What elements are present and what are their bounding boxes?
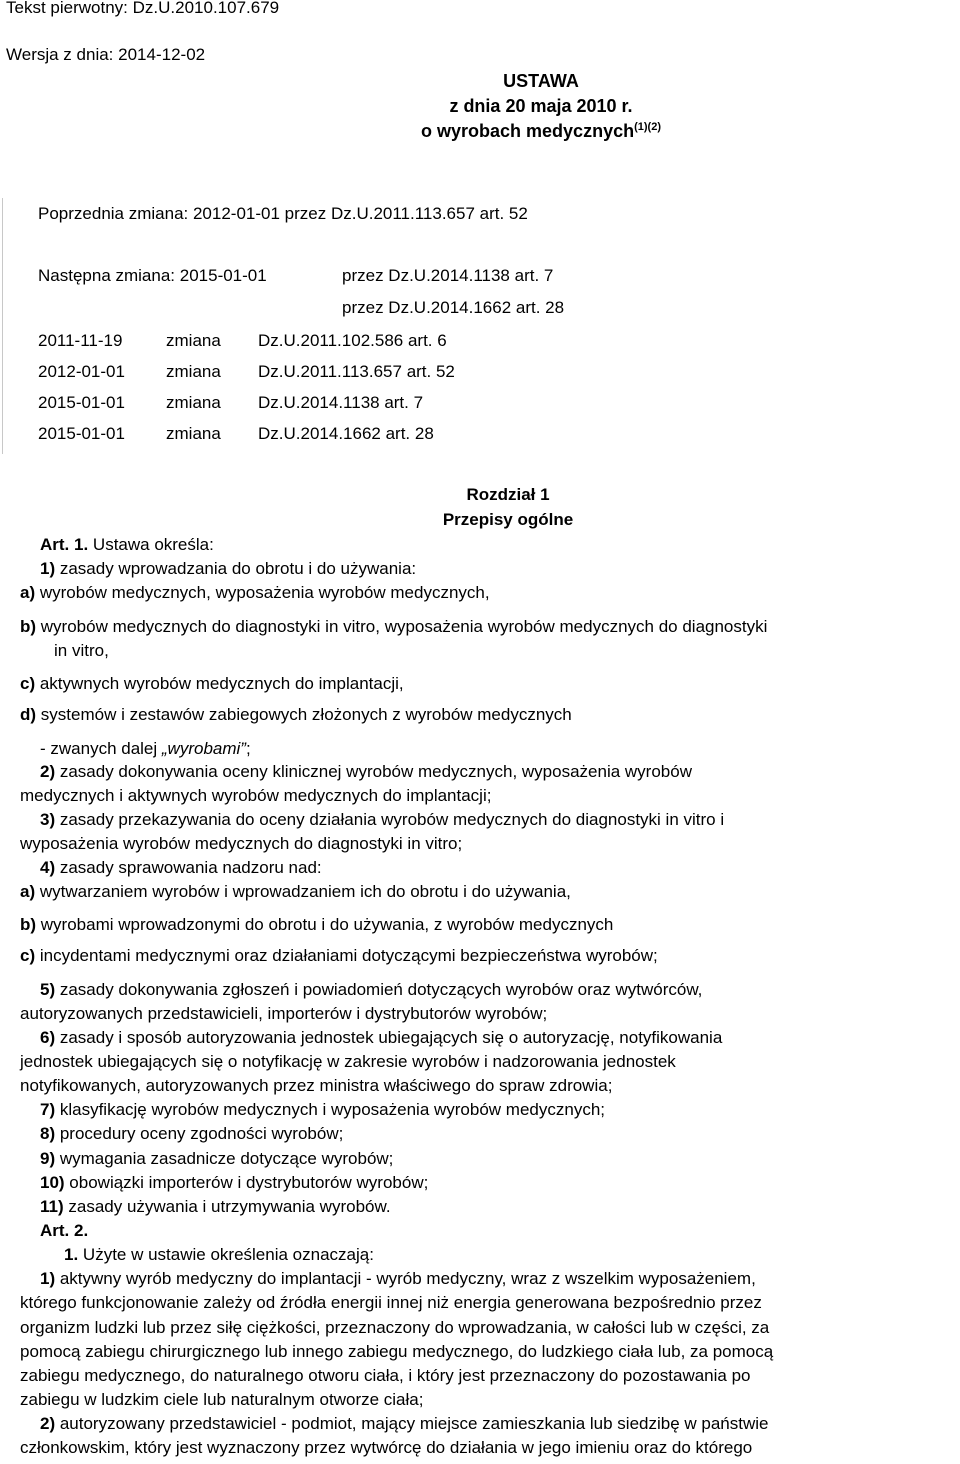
act-date: z dnia 20 maja 2010 r. [449, 96, 633, 116]
art1-point-4b: b) wyrobami wprowadzonymi do obrotu i do używania, z wyrobów medycznych [20, 915, 614, 934]
art1-definition-term: - zwanych dalej „wyrobami”; [40, 739, 251, 758]
history-ref[interactable]: Dz.U.2014.1662 art. 28 [258, 424, 434, 443]
history-ref[interactable]: Dz.U.2011.102.586 art. 6 [258, 331, 447, 350]
history-date: 2011-11-19 [38, 331, 123, 350]
art1-point-2: 2) zasady dokonywania oceny klinicznej wyrobów medycznych, wyposażenia wyrobów [40, 762, 692, 781]
art1-point-1b: b) wyrobów medycznych do diagnostyki in vitro, wyposażenia wyrobów medycznych do diagnostyki [20, 617, 768, 636]
art1-point-5: 5) zasady dokonywania zgłoszeń i powiadomień dotyczących wyrobów oraz wytwórców, [40, 980, 703, 999]
art1-point-4a: a) wytwarzaniem wyrobów i wprowadzaniem ich do obrotu i do używania, [20, 882, 571, 901]
art2-def-2-cont: członkowskim, który jest wyznaczony przez wytwórcę do działania w jego imieniu oraz do którego [20, 1438, 753, 1457]
art1-point-3-cont: wyposażenia wyrobów medycznych do diagnostyki in vitro; [20, 834, 463, 853]
act-type: USTAWA [503, 71, 579, 91]
art2-def-1-cont: zabiegu medycznego, do naturalnego otworu ciała, i który jest przeznaczony do pozostawania po [20, 1366, 751, 1385]
art1-point-1b-cont: in vitro, [54, 641, 109, 660]
history-date: 2015-01-01 [38, 393, 125, 412]
art1-point-11: 11) zasady używania i utrzymywania wyrobów. [40, 1197, 391, 1216]
history-date: 2012-01-01 [38, 362, 125, 381]
art1-point-4: 4) zasady sprawowania nadzoru nad: [40, 858, 322, 877]
history-kind: zmiana [166, 424, 221, 443]
footnote-ref[interactable]: (1)(2) [634, 121, 661, 133]
next-change-item[interactable]: przez Dz.U.2014.1662 art. 28 [342, 298, 565, 317]
art2-def-1-cont: pomocą zabiegu chirurgicznego lub innego zabiegu medycznego, do ludzkiego ciała lub, za pomocą [20, 1342, 774, 1361]
art2-def-2: 2) autoryzowany przedstawiciel - podmiot, mający miejsce zamieszkania lub siedzibę w państwie [40, 1414, 769, 1433]
act-title: o wyrobach medycznych$^{(1)(2)}$ [421, 121, 661, 141]
margin-line [2, 198, 3, 454]
next-change-item[interactable]: przez Dz.U.2014.1138 art. 7 [342, 266, 554, 285]
art2-def-1-cont: organizm ludzki lub przez siłę ciężkości, przeznaczony do wprowadzania, w całości lub w części, za [20, 1318, 770, 1337]
history-kind: zmiana [166, 393, 221, 412]
art2-section-1: 1. Użyte w ustawie określenia oznaczają: [64, 1245, 374, 1264]
next-change-label: Następna zmiana: 2015-01-01 [38, 266, 267, 285]
art1-point-1d: d) systemów i zestawów zabiegowych złożonych z wyrobów medycznych [20, 705, 572, 724]
history-ref[interactable]: Dz.U.2011.113.657 art. 52 [258, 362, 455, 381]
art2-def-1: 1) aktywny wyrób medyczny do implantacji - wyrób medyczny, wraz z wszelkim wyposażeniem, [40, 1269, 756, 1288]
art1-point-6-cont: jednostek ubiegających się o notyfikację w zakresie wyrobów i nadzorowania jednostek [20, 1052, 676, 1071]
history-kind: zmiana [166, 331, 221, 350]
art1-point-2-cont: medycznych i aktywnych wyrobów medycznych do implantacji; [20, 786, 492, 805]
art1-point-6: 6) zasady i sposób autoryzowania jednostek ubiegających się o autoryzację, notyfikowania [40, 1028, 723, 1047]
art1-point-3: 3) zasady przekazywania do oceny działania wyrobów medycznych do diagnostyki in vitro i [40, 810, 725, 829]
art1-point-6-cont: notyfikowanych, autoryzowanych przez ministra właściwego do spraw zdrowia; [20, 1076, 613, 1095]
chapter-title: Przepisy ogólne [442, 510, 574, 529]
art2-heading: Art. 2. [40, 1221, 89, 1240]
art1-point-10: 10) obowiązki importerów i dystrybutorów wyrobów; [40, 1173, 429, 1192]
chapter-number: Rozdział 1 [466, 485, 550, 504]
art1-point-9: 9) wymagania zasadnicze dotyczące wyrobów; [40, 1149, 394, 1168]
art1-point-7: 7) klasyfikację wyrobów medycznych i wyposażenia wyrobów medycznych; [40, 1100, 606, 1119]
previous-change: Poprzednia zmiana: 2012-01-01 przez Dz.U.2011.113.657 art. 52 [38, 204, 528, 223]
art1-heading: Art. 1. Ustawa określa: [40, 535, 214, 554]
art1-point-1a: a) wyrobów medycznych, wyposażenia wyrobów medycznych, [20, 583, 490, 602]
art2-def-1-cont: zabiegu w ludzkim ciele lub naturalnym otworze ciała; [20, 1390, 424, 1409]
art1-point-5-cont: autoryzowanych przedstawicieli, importerów i dystrybutorów wyrobów; [20, 1004, 548, 1023]
history-ref[interactable]: Dz.U.2014.1138 art. 7 [258, 393, 424, 412]
history-kind: zmiana [166, 362, 221, 381]
art2-def-1-cont: którego funkcjonowanie zależy od źródła energii innej niż energia generowana bezpośrednio przez [20, 1293, 762, 1312]
history-date: 2015-01-01 [38, 424, 125, 443]
art1-point-1: 1) zasady wprowadzania do obrotu i do używania: [40, 559, 417, 578]
source-line: Tekst pierwotny: Dz.U.2010.107.679 [6, 0, 280, 17]
art1-point-8: 8) procedury oceny zgodności wyrobów; [40, 1124, 344, 1143]
version-line: Wersja z dnia: 2014-12-02 [6, 45, 206, 64]
art1-point-1c: c) aktywnych wyrobów medycznych do implantacji, [20, 674, 404, 693]
art1-point-4c: c) incydentami medycznymi oraz działaniami dotyczącymi bezpieczeństwa wyrobów; [20, 946, 658, 965]
